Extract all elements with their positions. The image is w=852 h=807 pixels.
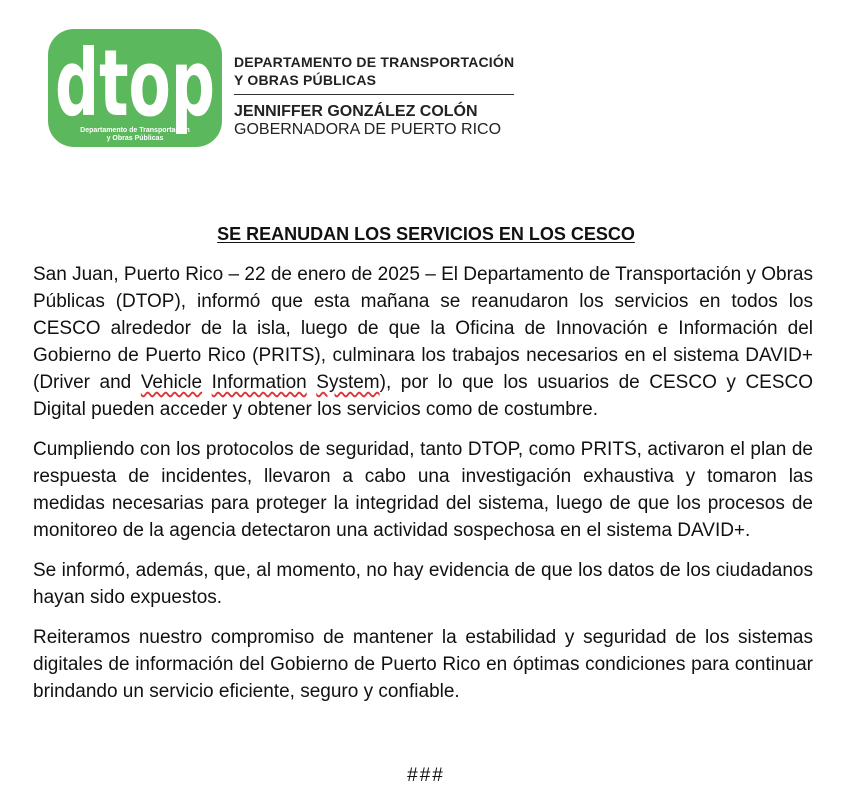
spellcheck-word-information: Information [211,372,307,393]
governor-name: JENNIFFER GONZÁLEZ COLÓN [234,103,478,120]
header-divider [234,94,514,95]
end-mark: ### [407,765,445,786]
paragraph-1 [33,261,813,423]
paragraph-2: Cumpliendo con los protocolos de seguridad, tanto DTOP, como PRITS, activaron el plan de respuesta de incidentes, llevaron a cabo una investigación exhaustiva y tomaron las medidas necesarias para proteger la integridad del sistema, luego de que los procesos de monitoreo de la agencia detectaron una actividad sospechosa en el sistema DAVID+. [33,439,813,541]
paragraph-1-start: San Juan, Puerto Rico – 22 de enero de 2025 – El Departamento de Transportación y Obras Públicas (DTOP), informó que esta mañana se reanudaron los servicios en todos los CESCO alrededor de la isla, luego de que la Oficina de Innovación e Información del Gobierno de Puerto Rico (PRITS), culminara los trabajos necesarios en el sistema DAVID+ (Driver and [33,264,813,393]
spellcheck-word-vehicle: Vehicle [140,372,203,393]
department-line1: DEPARTAMENTO DE TRANSPORTACIÓN [234,54,515,70]
document-body [33,261,813,718]
spellcheck-word-system: System [316,372,380,393]
document-title: SE REANUDAN LOS SERVICIOS EN LOS CESCO [217,224,635,244]
department-line2: Y OBRAS PÚBLICAS [234,72,377,88]
logo-subtitle-line2: y Obras Públicas [106,135,164,142]
logo-subtitle-line1: Departamento de Transportación [80,127,190,134]
paragraph-4: Reiteramos nuestro compromiso de mantener la estabilidad y seguridad de los sistemas digitales de información del Gobierno de Puerto Rico en óptimas condiciones para continuar brindando un servicio eficiente, seguro y confiable. [33,627,813,702]
paragraph-1-end: ), por lo que los usuarios de CESCO y CESCO Digital pueden acceder y obtener los servicios como de costumbre. [33,372,814,420]
department-name [234,53,514,89]
governor-title: GOBERNADORA DE PUERTO RICO [234,121,502,138]
paragraph-3: Se informó, además, que, al momento, no hay evidencia de que los datos de los ciudadanos hayan sido expuestos. [33,560,813,608]
governor-block [234,103,501,139]
logo-text: dtop [55,30,215,137]
dtop-logo [48,29,222,147]
